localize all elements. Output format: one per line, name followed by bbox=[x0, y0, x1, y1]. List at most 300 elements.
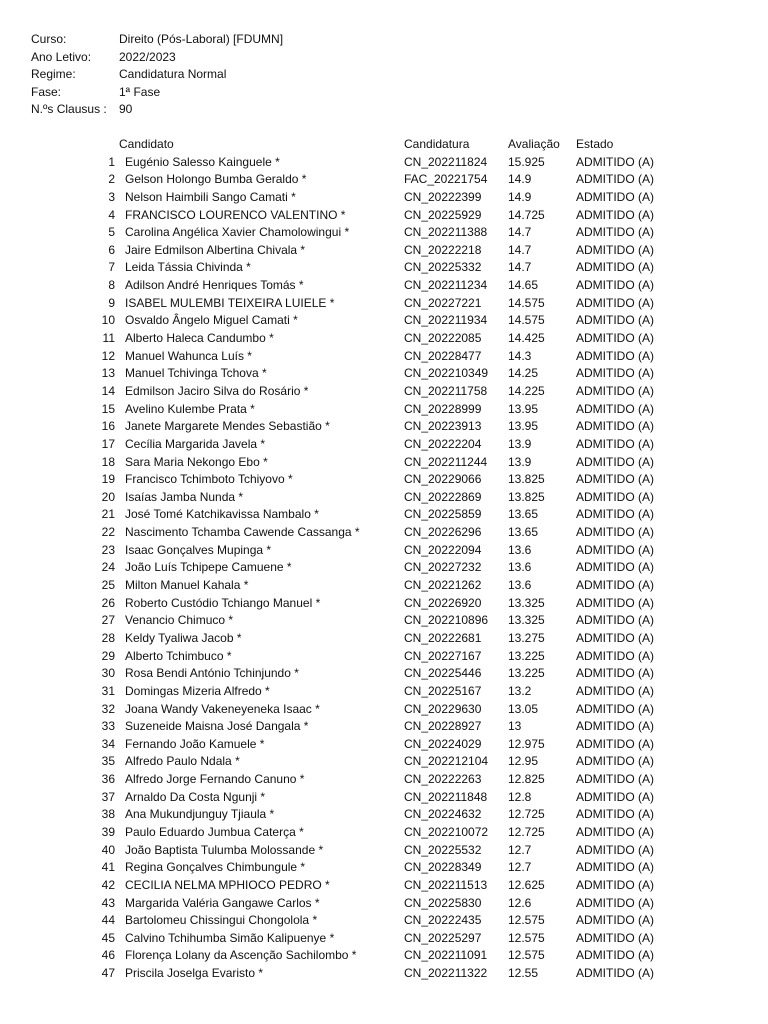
meta-row-numerus-clausus bbox=[31, 101, 283, 119]
evaluation-score: 12.975 bbox=[508, 736, 545, 751]
application-code: CN_20229066 bbox=[404, 472, 482, 487]
header-avaliacao: Avaliação bbox=[508, 137, 560, 151]
table-row bbox=[0, 701, 768, 719]
candidate-name: Jaire Edmilson Albertina Chivala * bbox=[125, 242, 306, 257]
application-code: CN_202211322 bbox=[404, 966, 488, 981]
candidate-name: Edmilson Jaciro Silva do Rosário * bbox=[125, 383, 309, 398]
evaluation-score: 12.625 bbox=[508, 877, 545, 892]
evaluation-score: 13.65 bbox=[508, 525, 539, 540]
table-row bbox=[0, 718, 768, 736]
status: ADMITIDO (A) bbox=[576, 948, 654, 963]
status: ADMITIDO (A) bbox=[576, 331, 654, 346]
row-number: 22 bbox=[101, 525, 115, 540]
status: ADMITIDO (A) bbox=[576, 436, 654, 451]
candidate-name: José Tomé Katchikavissa Nambalo * bbox=[125, 507, 319, 522]
row-number: 18 bbox=[101, 454, 115, 469]
row-number: 32 bbox=[101, 701, 115, 716]
status: ADMITIDO (A) bbox=[576, 295, 654, 310]
candidate-name: Eugénio Salesso Kainguele * bbox=[125, 154, 280, 169]
status: ADMITIDO (A) bbox=[576, 154, 654, 169]
meta-label: Fase: bbox=[31, 84, 62, 99]
status: ADMITIDO (A) bbox=[576, 824, 654, 839]
status: ADMITIDO (A) bbox=[576, 207, 654, 222]
row-number: 38 bbox=[101, 807, 115, 822]
application-code: CN_20227167 bbox=[404, 648, 482, 663]
table-row bbox=[0, 471, 768, 489]
evaluation-score: 13.825 bbox=[508, 489, 545, 504]
row-number: 28 bbox=[101, 630, 115, 645]
row-number: 30 bbox=[101, 666, 115, 681]
application-code: CN_20225532 bbox=[404, 842, 482, 857]
status: ADMITIDO (A) bbox=[576, 383, 654, 398]
table-row bbox=[0, 595, 768, 613]
row-number: 21 bbox=[101, 507, 115, 522]
evaluation-score: 12.7 bbox=[508, 860, 532, 875]
candidate-name: João Baptista Tulumba Molossande * bbox=[125, 842, 324, 857]
evaluation-score: 14.9 bbox=[508, 189, 532, 204]
candidate-name: Paulo Eduardo Jumbua Caterça * bbox=[125, 824, 304, 839]
row-number: 33 bbox=[101, 719, 115, 734]
status: ADMITIDO (A) bbox=[576, 401, 654, 416]
evaluation-score: 14.725 bbox=[508, 207, 545, 222]
application-code: CN_20222399 bbox=[404, 189, 482, 204]
application-code: CN_202211388 bbox=[404, 225, 488, 240]
application-code: CN_20225297 bbox=[404, 930, 482, 945]
application-code: CN_202211234 bbox=[404, 278, 488, 293]
candidate-name: Manuel Tchivinga Tchova * bbox=[125, 366, 267, 381]
evaluation-score: 12.825 bbox=[508, 772, 545, 787]
application-code: CN_202211091 bbox=[404, 948, 488, 963]
evaluation-score: 13.225 bbox=[508, 648, 545, 663]
application-code: CN_20222681 bbox=[404, 630, 482, 645]
status: ADMITIDO (A) bbox=[576, 736, 654, 751]
row-number: 41 bbox=[101, 860, 115, 875]
table-row bbox=[0, 753, 768, 771]
candidate-name: Nascimento Tchamba Cawende Cassanga * bbox=[125, 525, 360, 540]
table-row bbox=[0, 665, 768, 683]
application-code: CN_20222085 bbox=[404, 331, 482, 346]
application-code: CN_202211848 bbox=[404, 789, 488, 804]
status: ADMITIDO (A) bbox=[576, 578, 654, 593]
evaluation-score: 14.7 bbox=[508, 242, 532, 257]
application-code: CN_20222204 bbox=[404, 436, 482, 451]
evaluation-score: 12.575 bbox=[508, 930, 545, 945]
application-code: CN_20225929 bbox=[404, 207, 482, 222]
header-candidatura: Candidatura bbox=[404, 137, 470, 151]
table-row bbox=[0, 312, 768, 330]
row-number: 12 bbox=[101, 348, 115, 363]
meta-row-regime bbox=[31, 66, 283, 84]
evaluation-score: 14.3 bbox=[508, 348, 532, 363]
application-code: CN_202210349 bbox=[404, 366, 489, 381]
row-number: 16 bbox=[101, 419, 115, 434]
status: ADMITIDO (A) bbox=[576, 278, 654, 293]
header-estado: Estado bbox=[576, 137, 614, 151]
status: ADMITIDO (A) bbox=[576, 366, 654, 381]
candidate-name: Adilson André Henriques Tomás * bbox=[125, 278, 304, 293]
candidate-name: Osvaldo Ângelo Miguel Camati * bbox=[125, 313, 298, 328]
row-number: 11 bbox=[102, 331, 115, 346]
row-number: 9 bbox=[108, 295, 115, 310]
candidate-name: Janete Margarete Mendes Sebastião * bbox=[125, 419, 330, 434]
evaluation-score: 14.9 bbox=[508, 172, 532, 187]
row-number: 25 bbox=[101, 578, 115, 593]
row-number: 36 bbox=[101, 772, 115, 787]
row-number: 5 bbox=[108, 225, 115, 240]
status: ADMITIDO (A) bbox=[576, 172, 654, 187]
candidate-name: Isaac Gonçalves Mupinga * bbox=[125, 542, 272, 557]
candidate-name: Francisco Tchimboto Tchiyovo * bbox=[125, 472, 293, 487]
evaluation-score: 12.7 bbox=[508, 842, 532, 857]
table-row bbox=[0, 454, 768, 472]
application-code: CN_20225830 bbox=[404, 895, 482, 910]
row-number: 3 bbox=[108, 189, 115, 204]
meta-label: N.ºs Clausus : bbox=[31, 102, 107, 117]
row-number: 7 bbox=[108, 260, 115, 275]
evaluation-score: 13.2 bbox=[508, 683, 532, 698]
evaluation-score: 14.7 bbox=[508, 225, 532, 240]
table-row bbox=[0, 842, 768, 860]
evaluation-score: 15.925 bbox=[508, 154, 545, 169]
status: ADMITIDO (A) bbox=[576, 542, 654, 557]
candidate-name: Suzeneide Maisna José Dangala * bbox=[125, 719, 309, 734]
meta-row-curso bbox=[31, 31, 283, 49]
table-row bbox=[0, 383, 768, 401]
status: ADMITIDO (A) bbox=[576, 648, 654, 663]
row-number: 43 bbox=[101, 895, 115, 910]
meta-value: 90 bbox=[119, 102, 133, 117]
application-code: CN_202211513 bbox=[404, 877, 488, 892]
header-candidato: Candidato bbox=[119, 137, 174, 151]
evaluation-score: 14.425 bbox=[508, 331, 545, 346]
table-body bbox=[0, 154, 768, 983]
table-row bbox=[0, 259, 768, 277]
application-code: CN_20222869 bbox=[404, 489, 482, 504]
table-row bbox=[0, 207, 768, 225]
application-code: CN_20229630 bbox=[404, 701, 482, 716]
meta-value: Candidatura Normal bbox=[119, 67, 227, 82]
evaluation-score: 13.6 bbox=[508, 542, 532, 557]
row-number: 13 bbox=[101, 366, 115, 381]
candidate-name: Margarida Valéria Gangawe Carlos * bbox=[125, 895, 320, 910]
evaluation-score: 12.95 bbox=[508, 754, 539, 769]
table-row bbox=[0, 895, 768, 913]
table-row bbox=[0, 877, 768, 895]
status: ADMITIDO (A) bbox=[576, 754, 654, 769]
application-code: CN_20225859 bbox=[404, 507, 482, 522]
table-row bbox=[0, 277, 768, 295]
evaluation-score: 13.65 bbox=[508, 507, 539, 522]
status: ADMITIDO (A) bbox=[576, 807, 654, 822]
candidate-name: Keldy Tyaliwa Jacob * bbox=[125, 630, 242, 645]
status: ADMITIDO (A) bbox=[576, 489, 654, 504]
row-number: 14 bbox=[101, 383, 115, 398]
row-number: 19 bbox=[101, 472, 115, 487]
candidate-name: Milton Manuel Kahala * bbox=[125, 578, 249, 593]
candidate-name: ISABEL MULEMBI TEIXEIRA LUIELE * bbox=[125, 295, 335, 310]
row-number: 24 bbox=[101, 560, 115, 575]
table-row bbox=[0, 559, 768, 577]
table-row bbox=[0, 947, 768, 965]
candidate-name: Isaías Jamba Nunda * bbox=[125, 489, 244, 504]
candidate-name: Calvino Tchihumba Simão Kalipuenye * bbox=[125, 930, 335, 945]
application-code: CN_202210072 bbox=[404, 824, 489, 839]
candidate-name: Bartolomeu Chissingui Chongolola * bbox=[125, 913, 318, 928]
row-number: 42 bbox=[101, 877, 115, 892]
application-code: CN_202210896 bbox=[404, 613, 489, 628]
table-row bbox=[0, 189, 768, 207]
evaluation-score: 13.825 bbox=[508, 472, 545, 487]
application-code: CN_20226920 bbox=[404, 595, 482, 610]
table-row bbox=[0, 789, 768, 807]
candidate-name: Cecília Margarida Javela * bbox=[125, 436, 266, 451]
status: ADMITIDO (A) bbox=[576, 630, 654, 645]
status: ADMITIDO (A) bbox=[576, 701, 654, 716]
row-number: 40 bbox=[101, 842, 115, 857]
table-row bbox=[0, 577, 768, 595]
status: ADMITIDO (A) bbox=[576, 860, 654, 875]
evaluation-score: 13.325 bbox=[508, 595, 545, 610]
status: ADMITIDO (A) bbox=[576, 930, 654, 945]
candidate-name: Manuel Wahunca Luís * bbox=[125, 348, 252, 363]
row-number: 27 bbox=[101, 613, 115, 628]
application-code: CN_20227232 bbox=[404, 560, 482, 575]
evaluation-score: 14.575 bbox=[508, 313, 545, 328]
table-row bbox=[0, 648, 768, 666]
application-code: FAC_20221754 bbox=[404, 172, 488, 187]
candidate-name: Alberto Tchimbuco * bbox=[125, 648, 232, 663]
row-number: 1 bbox=[108, 154, 115, 169]
table-row bbox=[0, 489, 768, 507]
table-row bbox=[0, 771, 768, 789]
row-number: 39 bbox=[101, 824, 115, 839]
status: ADMITIDO (A) bbox=[576, 454, 654, 469]
candidate-name: Arnaldo Da Costa Ngunji * bbox=[125, 789, 266, 804]
status: ADMITIDO (A) bbox=[576, 719, 654, 734]
candidate-name: Avelino Kulembe Prata * bbox=[125, 401, 255, 416]
row-number: 46 bbox=[101, 948, 115, 963]
status: ADMITIDO (A) bbox=[576, 242, 654, 257]
row-number: 2 bbox=[108, 172, 115, 187]
application-code: CN_20225446 bbox=[404, 666, 482, 681]
candidate-name: Rosa Bendi António Tchinjundo * bbox=[125, 666, 299, 681]
application-code: CN_20222435 bbox=[404, 913, 482, 928]
application-code: CN_20228927 bbox=[404, 719, 482, 734]
application-code: CN_20226296 bbox=[404, 525, 482, 540]
row-number: 45 bbox=[101, 930, 115, 945]
application-code: CN_20225167 bbox=[404, 683, 482, 698]
evaluation-score: 12.8 bbox=[508, 789, 532, 804]
evaluation-score: 13.95 bbox=[508, 419, 539, 434]
meta-value: Direito (Pós-Laboral) [FDUMN] bbox=[119, 32, 284, 46]
application-code: CN_20224632 bbox=[404, 807, 482, 822]
status: ADMITIDO (A) bbox=[576, 913, 654, 928]
evaluation-score: 12.55 bbox=[508, 966, 539, 981]
status: ADMITIDO (A) bbox=[576, 189, 654, 204]
status: ADMITIDO (A) bbox=[576, 260, 654, 275]
application-code: CN_20222263 bbox=[404, 772, 482, 787]
table-row bbox=[0, 330, 768, 348]
status: ADMITIDO (A) bbox=[576, 966, 654, 981]
status: ADMITIDO (A) bbox=[576, 419, 654, 434]
evaluation-score: 13 bbox=[508, 719, 522, 734]
candidate-name: Roberto Custódio Tchiango Manuel * bbox=[125, 595, 321, 610]
candidate-name: Sara Maria Nekongo Ebo * bbox=[125, 454, 268, 469]
table-row bbox=[0, 612, 768, 630]
status: ADMITIDO (A) bbox=[576, 666, 654, 681]
status: ADMITIDO (A) bbox=[576, 789, 654, 804]
evaluation-score: 13.6 bbox=[508, 560, 532, 575]
status: ADMITIDO (A) bbox=[576, 595, 654, 610]
table-row bbox=[0, 418, 768, 436]
candidate-name: Leida Tássia Chivinda * bbox=[125, 260, 251, 275]
status: ADMITIDO (A) bbox=[576, 772, 654, 787]
table-row bbox=[0, 401, 768, 419]
evaluation-score: 13.05 bbox=[508, 701, 539, 716]
row-number: 26 bbox=[101, 595, 115, 610]
candidate-name: Regina Gonçalves Chimbungule * bbox=[125, 860, 306, 875]
evaluation-score: 14.65 bbox=[508, 278, 539, 293]
candidate-name: João Luís Tchipepe Camuene * bbox=[125, 560, 292, 575]
table-row bbox=[0, 436, 768, 454]
candidate-name: Domingas Mizeria Alfredo * bbox=[125, 683, 270, 698]
application-code: CN_20225332 bbox=[404, 260, 482, 275]
evaluation-score: 12.725 bbox=[508, 807, 545, 822]
row-number: 44 bbox=[101, 913, 115, 928]
evaluation-score: 14.25 bbox=[508, 366, 539, 381]
candidate-name: FRANCISCO LOURENCO VALENTINO * bbox=[125, 207, 346, 222]
status: ADMITIDO (A) bbox=[576, 895, 654, 910]
application-code: CN_202211934 bbox=[404, 313, 488, 328]
meta-label: Ano Letivo: bbox=[31, 49, 92, 64]
evaluation-score: 13.9 bbox=[508, 436, 532, 451]
candidates-table bbox=[0, 136, 768, 983]
evaluation-score: 13.275 bbox=[508, 630, 545, 645]
row-number: 31 bbox=[101, 683, 115, 698]
candidate-name: Priscila Joselga Evaristo * bbox=[125, 966, 264, 981]
evaluation-score: 12.575 bbox=[508, 913, 545, 928]
status: ADMITIDO (A) bbox=[576, 525, 654, 540]
application-code: CN_20224029 bbox=[404, 736, 482, 751]
status: ADMITIDO (A) bbox=[576, 613, 654, 628]
table-row bbox=[0, 683, 768, 701]
table-row bbox=[0, 365, 768, 383]
row-number: 6 bbox=[108, 242, 115, 257]
table-row bbox=[0, 824, 768, 842]
candidate-name: CECILIA NELMA MPHIOCO PEDRO * bbox=[125, 877, 330, 892]
application-code: CN_202211758 bbox=[404, 383, 488, 398]
table-row bbox=[0, 859, 768, 877]
evaluation-score: 14.225 bbox=[508, 383, 545, 398]
candidate-name: Carolina Angélica Xavier Chamolowingui * bbox=[125, 225, 350, 240]
evaluation-score: 13.9 bbox=[508, 454, 532, 469]
table-row bbox=[0, 542, 768, 560]
application-code: CN_20223913 bbox=[404, 419, 482, 434]
table-row bbox=[0, 242, 768, 260]
table-row bbox=[0, 348, 768, 366]
row-number: 17 bbox=[101, 436, 115, 451]
status: ADMITIDO (A) bbox=[576, 313, 654, 328]
candidate-name: Alberto Haleca Candumbo * bbox=[125, 331, 274, 346]
meta-value: 2022/2023 bbox=[119, 49, 176, 64]
evaluation-score: 14.7 bbox=[508, 260, 532, 275]
application-code: CN_20228999 bbox=[404, 401, 482, 416]
meta-label: Regime: bbox=[31, 67, 76, 82]
meta-row-ano-letivo bbox=[31, 49, 283, 67]
candidate-name: Alfredo Jorge Fernando Canuno * bbox=[125, 772, 305, 787]
row-number: 35 bbox=[101, 754, 115, 769]
course-info bbox=[31, 31, 283, 119]
application-code: CN_20228477 bbox=[404, 348, 482, 363]
status: ADMITIDO (A) bbox=[576, 877, 654, 892]
table-row bbox=[0, 630, 768, 648]
row-number: 10 bbox=[101, 313, 115, 328]
meta-label: Curso: bbox=[31, 32, 67, 46]
row-number: 23 bbox=[101, 542, 115, 557]
evaluation-score: 13.95 bbox=[508, 401, 539, 416]
row-number: 8 bbox=[108, 278, 115, 293]
status: ADMITIDO (A) bbox=[576, 348, 654, 363]
status: ADMITIDO (A) bbox=[576, 560, 654, 575]
table-row bbox=[0, 965, 768, 983]
row-number: 4 bbox=[108, 207, 115, 222]
table-row bbox=[0, 524, 768, 542]
row-number: 37 bbox=[101, 789, 115, 804]
table-row bbox=[0, 806, 768, 824]
meta-row-fase bbox=[31, 84, 283, 102]
row-number: 20 bbox=[101, 489, 115, 504]
candidate-name: Gelson Holongo Bumba Geraldo * bbox=[125, 172, 307, 187]
status: ADMITIDO (A) bbox=[576, 225, 654, 240]
table-row bbox=[0, 930, 768, 948]
status: ADMITIDO (A) bbox=[576, 507, 654, 522]
meta-value: 1ª Fase bbox=[119, 84, 161, 99]
row-number: 47 bbox=[101, 966, 115, 981]
evaluation-score: 12.575 bbox=[508, 948, 545, 963]
table-row bbox=[0, 736, 768, 754]
table-row bbox=[0, 295, 768, 313]
application-code: CN_20228349 bbox=[404, 860, 482, 875]
application-code: CN_202211244 bbox=[404, 454, 488, 469]
row-number: 34 bbox=[101, 736, 115, 751]
table-row bbox=[0, 154, 768, 172]
candidate-name: Nelson Haimbili Sango Camati * bbox=[125, 189, 296, 204]
status: ADMITIDO (A) bbox=[576, 842, 654, 857]
evaluation-score: 12.6 bbox=[508, 895, 532, 910]
application-code: CN_202212104 bbox=[404, 754, 489, 769]
application-code: CN_20222218 bbox=[404, 242, 482, 257]
row-number: 29 bbox=[101, 648, 115, 663]
table-row bbox=[0, 506, 768, 524]
evaluation-score: 13.6 bbox=[508, 578, 532, 593]
candidate-name: Ana Mukundjunguy Tjiaula * bbox=[125, 807, 275, 822]
candidate-name: Florença Lolany da Ascenção Sachilombo * bbox=[125, 948, 357, 963]
table-row bbox=[0, 912, 768, 930]
evaluation-score: 12.725 bbox=[508, 824, 545, 839]
application-code: CN_202211824 bbox=[404, 154, 488, 169]
status: ADMITIDO (A) bbox=[576, 683, 654, 698]
candidate-name: Venancio Chimuco * bbox=[125, 613, 234, 628]
candidate-name: Fernando João Kamuele * bbox=[125, 736, 265, 751]
table-row bbox=[0, 224, 768, 242]
candidate-name: Alfredo Paulo Ndala * bbox=[125, 754, 240, 769]
table-header-row bbox=[0, 136, 768, 154]
candidate-name: Joana Wandy Vakeneyeneka Isaac * bbox=[125, 701, 320, 716]
application-code: CN_20221262 bbox=[404, 578, 482, 593]
evaluation-score: 14.575 bbox=[508, 295, 545, 310]
evaluation-score: 13.225 bbox=[508, 666, 545, 681]
application-code: CN_20222094 bbox=[404, 542, 482, 557]
